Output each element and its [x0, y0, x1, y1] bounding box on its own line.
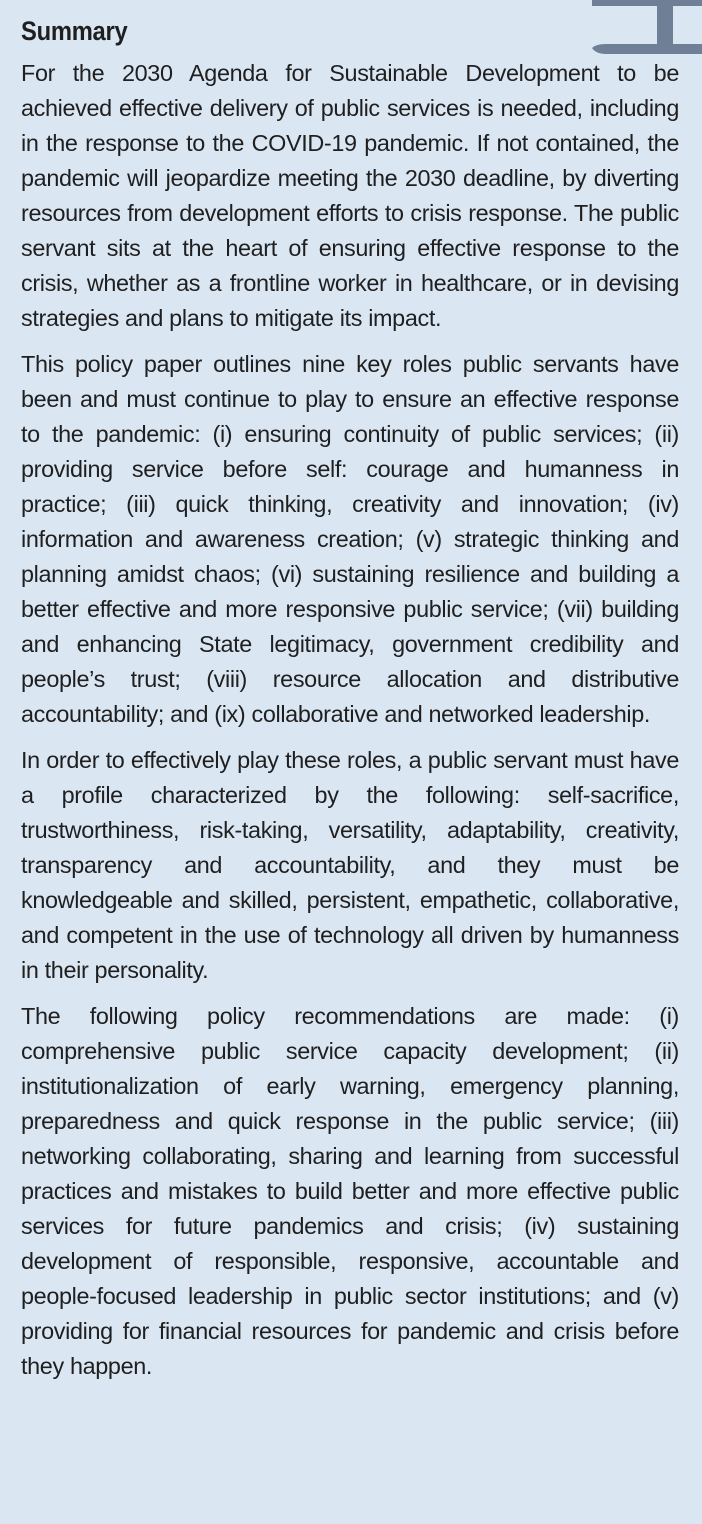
summary-section	[21, 16, 679, 1395]
summary-paragraph-4: The following policy recommendations are made: (i) comprehensive public service capacity development; (ii) institutionalization of early warning, emergency planning, preparedness and quick response in the public service; (iii) networking collaborating, sharing and learning from successful practices and mistakes to build better and more effective public services for future pandemics and crisis; (iv) sustaining development of responsible, responsive, accountable and people-focused leadership in public sector institutions; and (v) providing for financial resources for pandemic and crisis before they happen.	[21, 1003, 679, 1379]
summary-paragraph-2: This policy paper outlines nine key roles public servants have been and must continue to play to ensure an effective response to the pandemic: (i) ensuring continuity of public services; (ii) providing service before self: courage and humanness in practice; (iii) quick thinking, creativity and innovation; (iv) information and awareness creation; (v) strategic thinking and planning amidst chaos; (vi) sustaining resilience and building a better effective and more responsive public service; (vii) building and enhancing State legitimacy, government credibility and people’s trust; (viii) resource allocation and distributive accountability; and (ix) collaborative and networked leadership.	[21, 351, 679, 727]
summary-paragraph-1: For the 2030 Agenda for Sustainable Development to be achieved effective delivery of public services is needed, including in the response to the COVID-19 pandemic. If not contained, the pandemic will jeopardize meeting the 2030 deadline, by diverting resources from development efforts to crisis response. The public servant sits at the heart of ensuring effective response to the crisis, whether as a frontline worker in healthcare, or in devising strategies and plans to mitigate its impact.	[21, 60, 679, 331]
summary-heading: Summary	[21, 16, 128, 46]
summary-paragraph-3: In order to effectively play these roles, a public servant must have a profile characterized by the following: self-sacrifice, trustworthiness, risk-taking, versatility, adaptability, creativity, transparency and accountability, and they must be knowledgeable and skilled, persistent, empathetic, collaborative, and competent in the use of technology all driven by humanness in their personality.	[21, 747, 679, 983]
